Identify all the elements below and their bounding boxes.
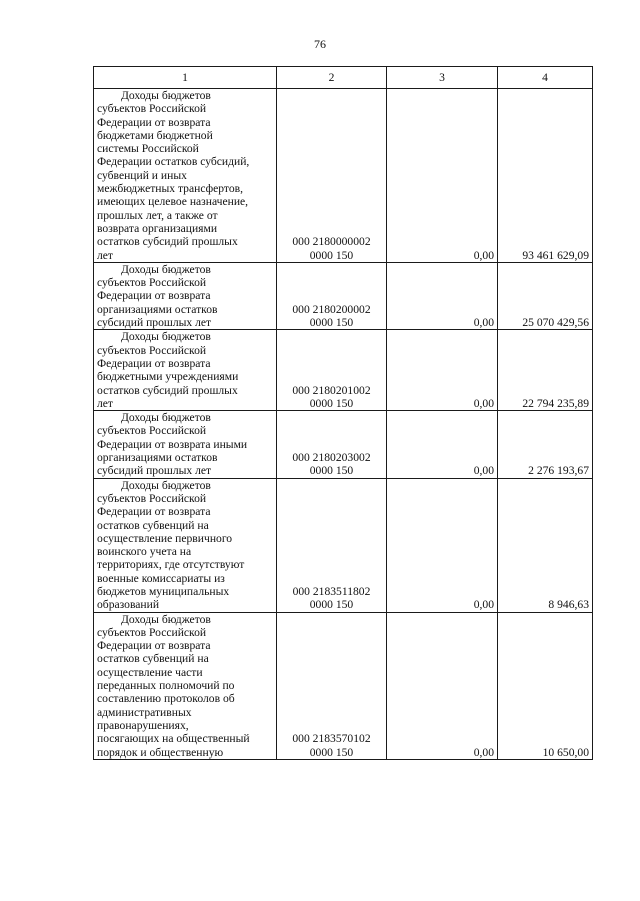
description-line: имеющих целевое назначение, xyxy=(97,195,249,209)
code-line: 000 2183570102 xyxy=(292,732,371,746)
code-line: 000 2183511802 xyxy=(292,584,371,598)
code-line: 0000 150 xyxy=(309,396,354,410)
description-line: субъектов Российской xyxy=(97,276,207,290)
code-line: 0000 150 xyxy=(309,248,354,262)
description-line: межбюджетных трансфертов, xyxy=(97,182,243,196)
code-line: 0000 150 xyxy=(309,598,354,612)
description-line: возврата организациями xyxy=(97,221,218,235)
description-line: Доходы бюджетов xyxy=(121,330,211,344)
budget-classification-code xyxy=(277,89,387,263)
description-line: переданных полномочий по xyxy=(97,679,235,693)
description-line: осуществление части xyxy=(97,665,203,679)
description-line: посягающих на общественный xyxy=(97,732,250,746)
code-line: 0000 150 xyxy=(309,316,354,330)
code-line: 0000 150 xyxy=(309,464,354,478)
amount-col-3: 0,00 xyxy=(387,612,498,759)
amount-col-3: 0,00 xyxy=(387,89,498,263)
description-line: остатков субвенций на xyxy=(97,518,209,532)
revenue-description xyxy=(94,411,277,478)
amount-col-3: 0,00 xyxy=(387,330,498,411)
revenue-description xyxy=(94,262,277,329)
description-line: воинского учета на xyxy=(97,545,192,559)
description-line: субсидий прошлых лет xyxy=(97,316,212,330)
description-line: Федерации остатков субсидий, xyxy=(97,155,250,169)
description-line: остатков субсидий прошлых xyxy=(97,383,238,397)
amount-col-4: 2 276 193,67 xyxy=(498,411,593,478)
description-line: Федерации от возврата xyxy=(97,639,211,653)
description-line: лет xyxy=(97,248,113,262)
amount-col-3: 0,00 xyxy=(387,411,498,478)
table-row xyxy=(94,89,593,263)
revenue-description xyxy=(94,330,277,411)
description-line: субвенций и иных xyxy=(97,168,187,182)
description-line: организациями остатков xyxy=(97,302,218,316)
description-line: Доходы бюджетов xyxy=(121,411,211,425)
description-line: остатков субвенций на xyxy=(97,652,209,666)
table-row xyxy=(94,478,593,612)
amount-col-4: 10 650,00 xyxy=(498,612,593,759)
budget-classification-code xyxy=(277,330,387,411)
budget-classification-code xyxy=(277,478,387,612)
description-line: остатков субсидий прошлых xyxy=(97,235,238,249)
budget-classification-code xyxy=(277,612,387,759)
revenue-description xyxy=(94,89,277,263)
amount-col-4: 8 946,63 xyxy=(498,478,593,612)
description-line: составлению протоколов об xyxy=(97,692,235,706)
header-col-1: 1 xyxy=(94,67,277,89)
description-line: лет xyxy=(97,396,113,410)
description-line: Федерации от возврата xyxy=(97,356,211,370)
budget-classification-code xyxy=(277,411,387,478)
description-line: субъектов Российской xyxy=(97,102,207,116)
description-line: Федерации от возврата xyxy=(97,289,211,303)
budget-classification-code xyxy=(277,262,387,329)
code-line: 000 2180201002 xyxy=(292,383,371,397)
code-line: 000 2180203002 xyxy=(292,451,371,465)
amount-col-3: 0,00 xyxy=(387,478,498,612)
description-line: субъектов Российской xyxy=(97,625,207,639)
table-header-row xyxy=(94,67,593,89)
description-line: правонарушениях, xyxy=(97,718,189,732)
description-line: Федерации от возврата xyxy=(97,505,211,519)
amount-col-4: 22 794 235,89 xyxy=(498,330,593,411)
header-col-4: 4 xyxy=(498,67,593,89)
page-number: 76 xyxy=(314,37,326,51)
description-line: Доходы бюджетов xyxy=(121,612,211,626)
header-col-2: 2 xyxy=(277,67,387,89)
revenue-description xyxy=(94,612,277,759)
budget-revenue-table xyxy=(93,66,593,760)
header-col-3: 3 xyxy=(387,67,498,89)
description-line: Федерации от возврата иными xyxy=(97,437,248,451)
description-line: военные комиссариаты из xyxy=(97,571,225,585)
description-line: Доходы бюджетов xyxy=(121,262,211,276)
table-row xyxy=(94,411,593,478)
description-line: осуществление первичного xyxy=(97,531,233,545)
description-line: субсидий прошлых лет xyxy=(97,464,212,478)
description-line: административных xyxy=(97,705,192,719)
code-line: 000 2180000002 xyxy=(292,235,371,249)
description-line: субъектов Российской xyxy=(97,491,207,505)
amount-col-4: 93 461 629,09 xyxy=(498,89,593,263)
description-line: организациями остатков xyxy=(97,451,218,465)
description-line: субъектов Российской xyxy=(97,343,207,357)
table-row xyxy=(94,330,593,411)
description-line: Доходы бюджетов xyxy=(121,478,211,492)
description-line: бюджетов муниципальных xyxy=(97,584,230,598)
table-row xyxy=(94,612,593,759)
code-line: 000 2180200002 xyxy=(292,302,371,316)
description-line: порядок и общественную xyxy=(97,745,224,759)
description-line: бюджетными учреждениями xyxy=(97,370,239,384)
description-line: системы Российской xyxy=(97,142,199,156)
table-row xyxy=(94,262,593,329)
description-line: прошлых лет, а также от xyxy=(97,208,218,222)
description-line: образований xyxy=(97,598,160,612)
amount-col-3: 0,00 xyxy=(387,262,498,329)
amount-col-4: 25 070 429,56 xyxy=(498,262,593,329)
description-line: бюджетами бюджетной xyxy=(97,128,213,142)
description-line: субъектов Российской xyxy=(97,424,207,438)
description-line: территориях, где отсутствуют xyxy=(97,558,245,572)
description-line: Федерации от возврата xyxy=(97,115,211,129)
code-line: 0000 150 xyxy=(309,745,354,759)
revenue-description xyxy=(94,478,277,612)
description-line: Доходы бюджетов xyxy=(121,89,211,102)
